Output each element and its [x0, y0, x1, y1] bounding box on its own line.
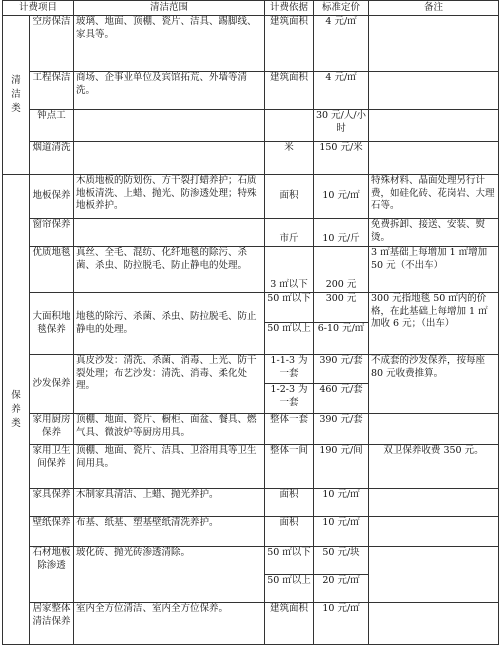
price-cell: 200 元 [314, 247, 369, 293]
basis-cell: 1-1-3 为一套 [265, 355, 314, 384]
table-row [3, 603, 499, 645]
header-scope: 清洁范围 [74, 1, 265, 16]
price-cell: 20 元/㎡ [314, 575, 369, 603]
scope-cell: 玻璃、地面、顶棚、瓷片、洁具、踢脚线、家具等。 [74, 16, 265, 72]
scope-cell: 真皮沙发：清洗、杀菌、消毒、上光、防干裂处理；布艺沙发：清洗、消毒、柔化处理。 [74, 355, 265, 414]
table-row [3, 16, 499, 72]
table-row [3, 414, 499, 445]
note-cell: 3 ㎡基础上每增加 1 ㎡增加 50 元（不出车） [369, 247, 499, 293]
price-cell: 10 元/斤 [314, 219, 369, 247]
category-cleaning: 清洁类 [3, 16, 30, 175]
price-cell: 30 元/人/小时 [314, 110, 369, 142]
note-cell [369, 547, 499, 603]
table-row [3, 219, 499, 247]
note-cell [369, 603, 499, 645]
scope-cell: 玻化砖、抛光砖渗透清除。 [74, 547, 265, 603]
item-cell: 石材地板除渗透 [30, 547, 74, 603]
item-cell: 空房保洁 [30, 16, 74, 72]
note-cell: 特殊材料、晶面处理另行计费，如硅化砖、花岗岩、大理石等。 [369, 175, 499, 219]
item-cell: 大面积地毯保养 [30, 293, 74, 355]
note-cell: 300 元指地毯 50 ㎡内的价格，在此基础上每增加 1 ㎡加收 6 元；（出车） [369, 293, 499, 355]
item-cell: 钟点工 [30, 110, 74, 142]
price-cell: 10 元/㎡ [314, 489, 369, 517]
basis-cell: 面积 [265, 175, 314, 219]
basis-cell: 建筑面积 [265, 16, 314, 72]
price-cell: 150 元/米 [314, 142, 369, 175]
header-note: 备注 [369, 1, 499, 16]
price-table [2, 0, 499, 645]
price-cell: 10 元/㎡ [314, 517, 369, 547]
basis-cell: 整体一间 [265, 445, 314, 489]
item-cell: 壁纸保养 [30, 517, 74, 547]
basis-cell [265, 110, 314, 142]
item-cell: 沙发保养 [30, 355, 74, 414]
basis-cell: 整体一套 [265, 414, 314, 445]
table-row [3, 489, 499, 517]
category-maintenance: 保养类 [3, 175, 30, 645]
price-cell: 4 元/㎡ [314, 16, 369, 72]
table-row [3, 293, 499, 323]
table-row [3, 72, 499, 110]
table-row [3, 355, 499, 384]
basis-cell: 50 ㎡以下 [265, 547, 314, 575]
basis-cell: 面积 [265, 517, 314, 547]
note-cell [369, 414, 499, 445]
item-cell: 家具保养 [30, 489, 74, 517]
scope-cell [74, 219, 265, 247]
scope-cell: 真丝、全毛、混纺、化纤地毯的除污、杀菌、杀虫、防拉脱毛、防止静电的处理。 [74, 247, 265, 293]
basis-cell: 建筑面积 [265, 72, 314, 110]
table-row [3, 517, 499, 547]
price-cell: 390 元/套 [314, 355, 369, 384]
scope-cell [74, 142, 265, 175]
note-cell: 免费拆卸、接送、安装、熨烫。 [369, 219, 499, 247]
table-row [3, 142, 499, 175]
table-row [3, 247, 499, 293]
price-cell: 300 元 [314, 293, 369, 323]
note-cell: 不成套的沙发保养，按每座 80 元收费推算。 [369, 355, 499, 414]
price-cell: 190 元/间 [314, 445, 369, 489]
price-cell: 6-10 元/㎡ [314, 323, 369, 355]
basis-cell: 3 ㎡以下 [265, 247, 314, 293]
note-cell [369, 489, 499, 517]
table-row [3, 110, 499, 142]
item-cell: 家用卫生间保养 [30, 445, 74, 489]
table-row [3, 547, 499, 575]
scope-cell: 木质地板的防划伤、方干裂打蜡养护；石质地板清洗、上蜡、抛光、防渗透处理；特殊地板养护。 [74, 175, 265, 219]
price-cell: 10 元/㎡ [314, 175, 369, 219]
price-cell: 4 元/㎡ [314, 72, 369, 110]
scope-cell: 木制家具清洁、上蜡、抛光养护。 [74, 489, 265, 517]
scope-cell: 顶棚、地面、瓷片、橱柜、面盆、餐具、燃气具、微波炉等厨房用具。 [74, 414, 265, 445]
basis-cell: 1-2-3 为一套 [265, 384, 314, 414]
basis-cell: 米 [265, 142, 314, 175]
item-cell: 优质地毯 [30, 247, 74, 293]
basis-cell: 50 ㎡以上 [265, 575, 314, 603]
header-row [3, 1, 499, 16]
price-cell: 460 元/套 [314, 384, 369, 414]
table-row [3, 175, 499, 219]
item-cell: 家用厨房保养 [30, 414, 74, 445]
header-basis: 计费依据 [265, 1, 314, 16]
basis-cell: 50 ㎡以下 [265, 293, 314, 323]
item-cell: 居家整体清洁保养 [30, 603, 74, 645]
note-cell [369, 517, 499, 547]
item-cell: 工程保洁 [30, 72, 74, 110]
note-cell [369, 110, 499, 142]
basis-cell: 市斤 [265, 219, 314, 247]
note-cell: 双卫保养收费 350 元。 [369, 445, 499, 489]
price-cell: 390 元/套 [314, 414, 369, 445]
note-cell [369, 142, 499, 175]
table-row [3, 445, 499, 489]
note-cell [369, 72, 499, 110]
scope-cell: 布基、纸基、塑基壁纸清洗养护。 [74, 517, 265, 547]
item-cell: 烟道清洗 [30, 142, 74, 175]
basis-cell: 建筑面积 [265, 603, 314, 645]
scope-cell [74, 110, 265, 142]
scope-cell: 商场、企事业单位及宾馆拓荒、外墙等清洗。 [74, 72, 265, 110]
basis-cell: 面积 [265, 489, 314, 517]
header-item: 计费项目 [3, 1, 74, 16]
price-cell: 50 元/块 [314, 547, 369, 575]
item-cell: 窗帘保养 [30, 219, 74, 247]
price-cell: 10 元/㎡ [314, 603, 369, 645]
item-cell: 地板保养 [30, 175, 74, 219]
header-price: 标准定价 [314, 1, 369, 16]
note-cell [369, 16, 499, 72]
scope-cell: 顶棚、地面、瓷片、洁具、卫浴用具等卫生间用具。 [74, 445, 265, 489]
scope-cell: 室内全方位清洁、室内全方位保养。 [74, 603, 265, 645]
basis-cell: 50 ㎡以上 [265, 323, 314, 355]
scope-cell: 地毯的除污、杀菌、杀虫、防拉脱毛、防止静电的处理。 [74, 293, 265, 355]
